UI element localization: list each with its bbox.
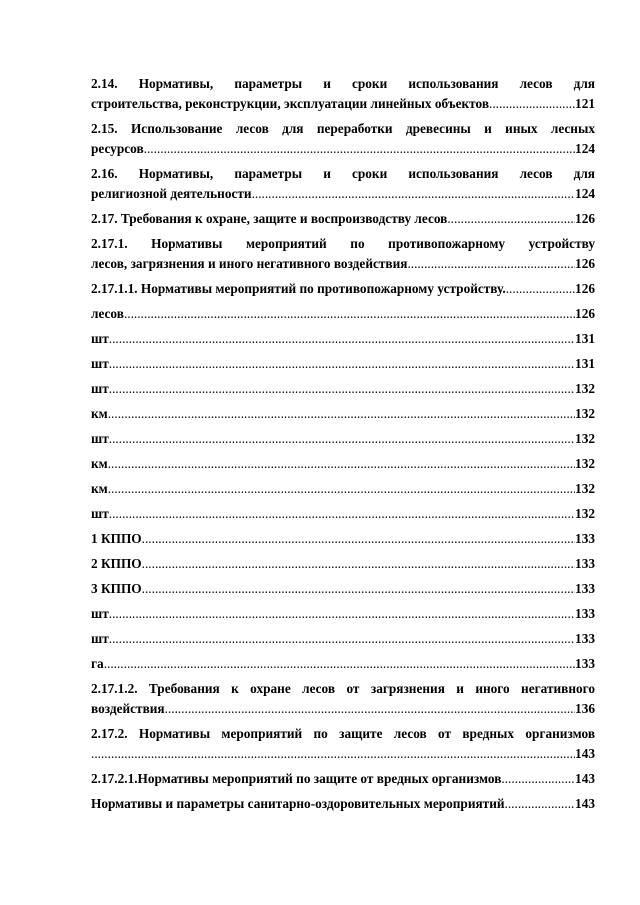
dot-leader (108, 404, 575, 424)
toc-entry[interactable] (91, 724, 595, 764)
toc-entry-leader-line (91, 354, 595, 374)
toc-entry-leader-line (91, 744, 595, 764)
dot-leader (142, 529, 575, 549)
toc-entry-title: 2.17.2.1.Нормативы мероприятий по защите от вредных организмов (91, 771, 502, 786)
toc-entry-title: шт (91, 331, 109, 346)
toc-entry-page-number: 132 (575, 481, 595, 496)
toc-entry-leader-line (91, 579, 595, 599)
toc-entry-title-line: 2.15. Использование лесов для переработки древесины и иных лесных (91, 121, 595, 136)
toc-entry-page-number: 126 (575, 211, 595, 226)
toc-entry-leader-line (91, 209, 595, 229)
toc-entry-page-number: 126 (575, 281, 595, 296)
toc-entry-page-number: 132 (575, 381, 595, 396)
toc-entry-title: 1 КППО (91, 531, 142, 546)
toc-entry-page-number: 143 (575, 771, 595, 786)
toc-entry-page-number: 131 (575, 331, 595, 346)
toc-entry[interactable] (91, 629, 595, 649)
toc-entry-leader-line (91, 139, 595, 159)
toc-entry-title-line: 2.17.2. Нормативы мероприятий по защите лесов от вредных организмов (91, 726, 595, 741)
toc-entry[interactable] (91, 454, 595, 474)
dot-leader (91, 744, 575, 764)
dot-leader (109, 329, 575, 349)
toc-entry[interactable] (91, 604, 595, 624)
toc-entry-title: км (91, 456, 108, 471)
toc-entry[interactable] (91, 479, 595, 499)
toc-entry-page-number: 124 (575, 186, 595, 201)
toc-entry-leader-line (91, 479, 595, 499)
toc-entry-leader-line (91, 794, 595, 814)
toc-entry[interactable] (91, 579, 595, 599)
toc-entry[interactable] (91, 769, 595, 789)
toc-entry-title: шт (91, 356, 109, 371)
dot-leader (447, 209, 575, 229)
toc-entry-leader-line (91, 699, 595, 719)
toc-entry-leader-line (91, 504, 595, 524)
toc-entry-page-number: 133 (575, 556, 595, 571)
toc-entry-title: религиозной деятельности (91, 186, 252, 201)
toc-entry[interactable] (91, 304, 595, 324)
toc-entry-title-line: 2.14. Нормативы, параметры и сроки использования лесов для (91, 76, 595, 91)
table-of-contents (91, 74, 595, 819)
toc-entry-title: лесов (91, 306, 124, 321)
dot-leader (505, 794, 576, 814)
dot-leader (144, 139, 575, 159)
dot-leader (142, 554, 575, 574)
dot-leader (501, 769, 575, 789)
toc-entry-page-number: 132 (575, 431, 595, 446)
toc-entry-leader-line (91, 769, 595, 789)
toc-entry-leader-line (91, 629, 595, 649)
toc-entry-page-number: 133 (575, 631, 595, 646)
toc-entry-title: км (91, 406, 108, 421)
dot-leader (165, 699, 575, 719)
toc-entry-page-number: 132 (575, 406, 595, 421)
toc-entry-leader-line (91, 184, 595, 204)
toc-entry[interactable] (91, 354, 595, 374)
toc-entry[interactable] (91, 329, 595, 349)
toc-entry-leader-line (91, 654, 595, 674)
toc-entry-title: шт (91, 381, 109, 396)
dot-leader (109, 504, 575, 524)
toc-entry-title-line: 2.17.1. Нормативы мероприятий по противопожарному устройству (91, 236, 595, 251)
toc-entry[interactable] (91, 429, 595, 449)
toc-entry-page-number: 131 (575, 356, 595, 371)
toc-entry-leader-line (91, 379, 595, 399)
dot-leader (108, 454, 575, 474)
dot-leader (109, 354, 575, 374)
toc-entry-title-line: 2.16. Нормативы, параметры и сроки использования лесов для (91, 166, 595, 181)
dot-leader (109, 429, 575, 449)
toc-entry[interactable] (91, 654, 595, 674)
toc-entry-title-line: 2.17.1.2. Требования к охране лесов от загрязнения и иного негативного (91, 681, 595, 696)
toc-entry-title: 2.17. Требования к охране, защите и воспроизводству лесов (91, 211, 448, 226)
dot-leader (124, 304, 575, 324)
toc-entry-page-number: 133 (575, 606, 595, 621)
toc-entry-title: шт (91, 606, 109, 621)
toc-entry-page-number: 126 (575, 306, 595, 321)
toc-entry-page-number: 132 (575, 456, 595, 471)
toc-entry-title: 2 КППО (91, 556, 142, 571)
toc-entry-leader-line (91, 279, 595, 299)
dot-leader (109, 604, 575, 624)
toc-entry-title: 2.17.1.1. Нормативы мероприятий по противопожарному устройству. (91, 281, 506, 296)
toc-entry-leader-line (91, 604, 595, 624)
toc-entry-page-number: 132 (575, 506, 595, 521)
toc-entry-page-number: 126 (575, 256, 595, 271)
toc-entry-page-number: 133 (575, 531, 595, 546)
toc-entry[interactable] (91, 504, 595, 524)
toc-entry-title: шт (91, 506, 109, 521)
toc-entry-title: шт (91, 631, 109, 646)
toc-entry[interactable] (91, 404, 595, 424)
toc-entry-title: шт (91, 431, 109, 446)
toc-entry[interactable] (91, 554, 595, 574)
toc-entry-page-number: 124 (575, 141, 595, 156)
toc-entry-leader-line (91, 254, 595, 274)
toc-entry-leader-line (91, 529, 595, 549)
dot-leader (142, 579, 575, 599)
toc-entry[interactable] (91, 794, 595, 814)
dot-leader (489, 94, 575, 114)
toc-entry-title: строительства, реконструкции, эксплуатации линейных объектов (91, 96, 490, 111)
toc-entry-page-number: 133 (575, 656, 595, 671)
toc-entry-leader-line (91, 304, 595, 324)
toc-entry-title: га (91, 656, 104, 671)
dot-leader (109, 629, 575, 649)
dot-leader (108, 479, 575, 499)
toc-entry[interactable] (91, 679, 595, 719)
toc-entry-title: км (91, 481, 108, 496)
toc-entry-leader-line (91, 454, 595, 474)
toc-entry[interactable] (91, 164, 595, 204)
toc-entry[interactable] (91, 74, 595, 114)
toc-entry-page-number: 136 (575, 701, 595, 716)
dot-leader (506, 279, 575, 299)
toc-entry[interactable] (91, 279, 595, 299)
toc-entry-leader-line (91, 404, 595, 424)
toc-entry-title: воздействия (91, 701, 165, 716)
toc-entry[interactable] (91, 234, 595, 274)
dot-leader (407, 254, 575, 274)
dot-leader (109, 379, 575, 399)
toc-entry-page-number: 121 (575, 96, 595, 111)
toc-entry-leader-line (91, 429, 595, 449)
toc-entry-leader-line (91, 94, 595, 114)
toc-entry-title: ресурсов (91, 141, 144, 156)
toc-entry-page-number: 133 (575, 581, 595, 596)
toc-entry-title: Нормативы и параметры санитарно-оздоровительных мероприятий (91, 796, 505, 811)
toc-entry-page-number: 143 (575, 796, 595, 811)
dot-leader (104, 654, 575, 674)
toc-entry-title: 3 КППО (91, 581, 142, 596)
dot-leader (252, 184, 575, 204)
toc-entry-page-number: 143 (575, 746, 595, 761)
toc-entry-leader-line (91, 554, 595, 574)
toc-entry-title: лесов, загрязнения и иного негативного воздействия (91, 256, 408, 271)
toc-entry[interactable] (91, 209, 595, 229)
toc-entry[interactable] (91, 529, 595, 549)
toc-entry-leader-line (91, 329, 595, 349)
toc-entry[interactable] (91, 379, 595, 399)
toc-entry[interactable] (91, 119, 595, 159)
